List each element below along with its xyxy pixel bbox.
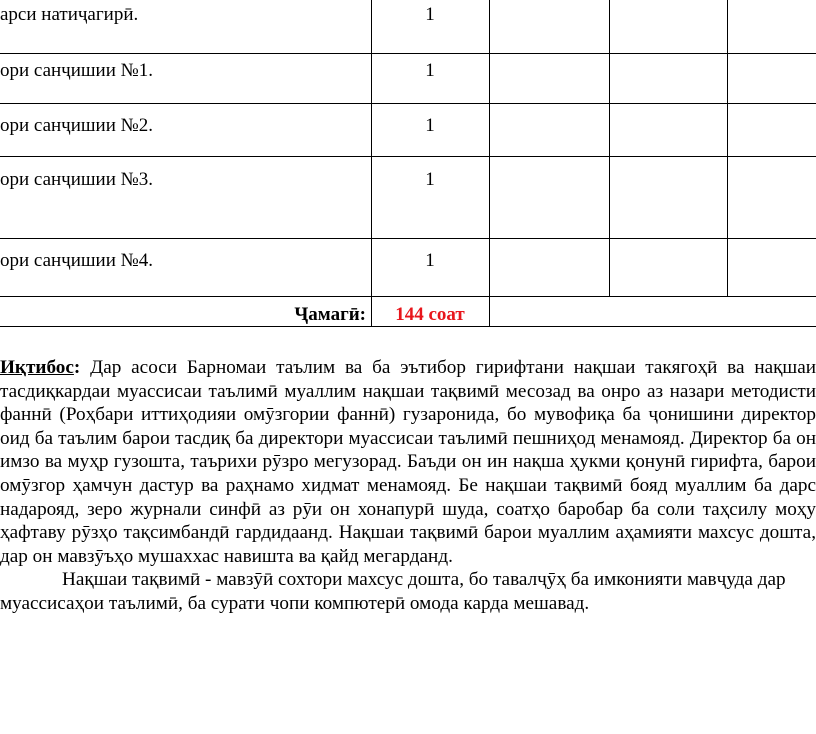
table-column-divider (371, 0, 372, 327)
table-column-divider (727, 0, 728, 297)
table-row-label: ори санҷишии №4. (0, 250, 154, 271)
table-row-divider (0, 103, 816, 104)
table-row-label: ори санҷишии №3. (0, 169, 154, 190)
table-row-hours: 1 (425, 169, 435, 190)
table-column-divider (489, 0, 490, 327)
table-total-label: Ҷамагӣ: (294, 304, 366, 325)
table-row-divider (0, 238, 816, 239)
term-label: Иқтибос (0, 357, 74, 378)
paragraph: Нақшаи тақвимӣ - мавзӯӣ сохтори махсус дошта, бо тавалҷӯҳ ба имконияти мавҷуда дар муассисаҳои таълимӣ, ба сурати чопи компютерӣ омода карда мешавад. (0, 569, 786, 614)
term-colon: : (73, 357, 81, 378)
table-column-divider (609, 0, 610, 297)
table-row-divider (0, 53, 816, 54)
table-total-value: 144 соат (395, 304, 465, 325)
paragraph (0, 356, 816, 568)
table-row-label: ори санҷишии №1. (0, 60, 154, 81)
table-row-hours: 1 (425, 250, 435, 271)
table-row-hours: 1 (425, 60, 435, 81)
paragraph-text: Дар асоси Барномаи таълим ва ба эътибор гирифтани нақшаи такягоҳӣ ва нақшаи тасдиқкардаи муассисаи таълимӣ муаллим нақшаи тақвимӣ месозад ва онро аз назари методисти фаннӣ (Роҳбари иттиҳодияи омӯзгории фаннӣ) гузаронида, бо мувофиқа ба ҷонишини директор оид ба таълим барои тасдиқ ба директори муассисаи таълимӣ пешниҳод менамояд. Директор ба он имзо ва муҳр гузошта, таърихи рӯзро мегузорад. Баъди он ин нақша ҳукми қонунӣ гирифта, барои омӯзгор ҳамчун дастур ва раҳнамо хидмат менамояд. Бе нақшаи тақвимӣ бояд муаллим ба дарс надарояд, зеро журнали синфӣ аз рӯи он хонапурӣ шуда, соатҳо баробар ба соли таҳсилу моҳу ҳафтаву рӯзҳо тақсимбандӣ гардидаанд. Нақшаи тақвимӣ барои муаллим аҳамияти махсус дошта, дар он мавзӯъҳо мушаххас навишта ва қайд мегарданд. (0, 357, 816, 567)
body-text (0, 356, 816, 616)
table-row-label: ори санҷишии №2. (0, 115, 154, 136)
table-row-divider (0, 156, 816, 157)
table-row-hours: 1 (425, 115, 435, 136)
course-hours-table (0, 0, 816, 327)
table-row-hours: 1 (425, 4, 435, 25)
table-row-divider (0, 296, 816, 297)
table-row-label: арси натиҷагирӣ. (0, 4, 139, 25)
